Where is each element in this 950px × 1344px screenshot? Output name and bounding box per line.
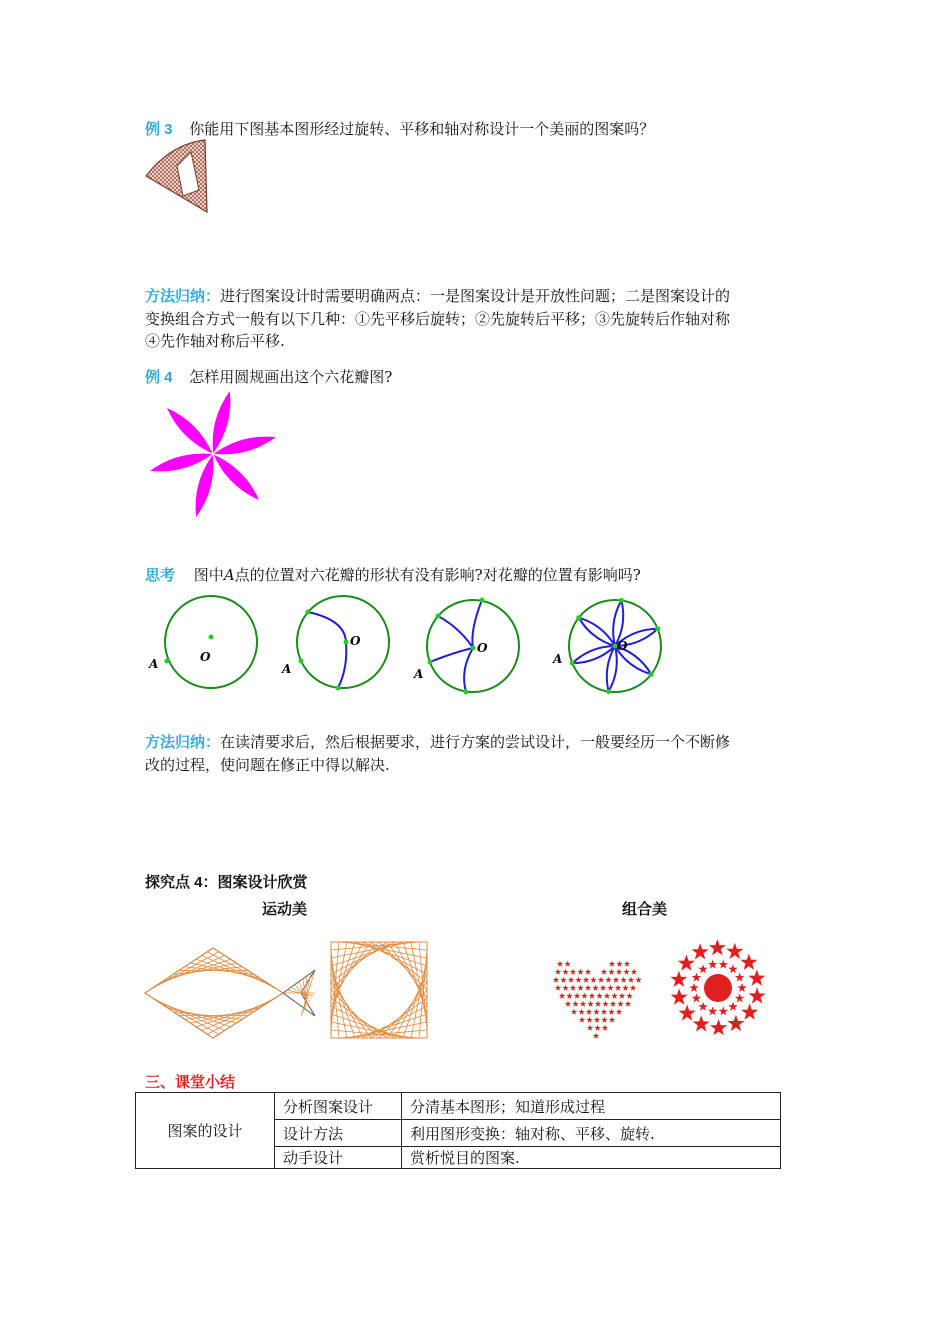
step-2-label-a: A <box>282 662 292 676</box>
small-star <box>585 985 591 991</box>
small-star <box>595 1001 601 1007</box>
small-star <box>626 993 632 999</box>
example-4 <box>145 366 392 389</box>
small-star <box>601 969 607 975</box>
think-question <box>145 564 641 587</box>
small-star <box>583 977 589 983</box>
construction-point <box>576 615 581 620</box>
small-star <box>579 1017 585 1023</box>
square-outline <box>331 942 427 1038</box>
method-1-line-3: ④先作轴对称后平移. <box>145 332 285 350</box>
summary-title: 三、课堂小结 <box>145 1074 236 1091</box>
table-row <box>136 1093 781 1120</box>
summary-main-cell: 图案的设计 <box>136 1093 275 1169</box>
summary-table <box>135 1092 781 1169</box>
small-star <box>594 1025 600 1031</box>
small-star <box>604 993 610 999</box>
inner-star <box>728 964 738 973</box>
small-star <box>623 969 629 975</box>
small-star <box>619 993 625 999</box>
inner-star <box>698 1002 708 1011</box>
small-star <box>564 961 570 967</box>
small-star <box>566 993 572 999</box>
small-star <box>609 961 615 967</box>
small-star <box>570 985 576 991</box>
inner-star <box>735 973 745 982</box>
small-star <box>601 1017 607 1023</box>
small-star <box>630 985 636 991</box>
small-star <box>559 993 565 999</box>
small-star <box>602 1001 608 1007</box>
fish-string-art <box>145 948 315 1038</box>
small-star <box>578 1009 584 1015</box>
small-star <box>616 969 622 975</box>
small-star <box>555 985 561 991</box>
inner-star <box>735 993 745 1002</box>
summary-row-1-left: 分析图案设计 <box>275 1093 402 1120</box>
small-star <box>586 1009 592 1015</box>
method-label-2: 方法归纳： <box>145 734 221 751</box>
inner-star <box>728 1002 738 1011</box>
small-star <box>557 961 563 967</box>
outer-star <box>670 971 687 987</box>
section-4-title: 探究点 4：图案设计欣赏 <box>145 874 308 891</box>
small-star <box>572 1001 578 1007</box>
small-star <box>624 961 630 967</box>
small-star <box>570 969 576 975</box>
six-petal-flower <box>143 388 283 523</box>
outer-star <box>693 1015 710 1031</box>
small-star <box>592 985 598 991</box>
construction-point <box>570 661 575 666</box>
example-4-text: 怎样用圆规画出这个六花瓣图? <box>189 368 393 386</box>
small-star <box>587 1025 593 1031</box>
thread <box>331 982 371 1038</box>
fish-body-outline <box>145 948 283 1038</box>
sector-base-figure <box>143 138 211 214</box>
small-star <box>617 1001 623 1007</box>
thread <box>371 998 427 1038</box>
inner-star <box>708 960 718 969</box>
small-star <box>587 1001 593 1007</box>
outer-star <box>709 940 726 955</box>
small-star <box>565 1001 571 1007</box>
small-star <box>622 985 628 991</box>
step-4-circle <box>552 598 661 694</box>
example-4-label: 例 4 <box>145 369 173 386</box>
summary-row-2-left: 设计方法 <box>275 1120 402 1147</box>
inner-star <box>719 1006 729 1015</box>
small-star <box>553 977 559 983</box>
step-3-label-a: A <box>414 667 424 681</box>
step-4-label-o: O <box>617 639 628 653</box>
small-star <box>608 1009 614 1015</box>
small-star <box>589 993 595 999</box>
small-star <box>607 985 613 991</box>
small-star <box>585 969 591 975</box>
inner-star <box>689 983 699 992</box>
small-star <box>598 977 604 983</box>
outer-star <box>692 943 709 959</box>
thread <box>387 942 427 998</box>
small-star <box>610 1001 616 1007</box>
outer-star <box>741 1004 758 1020</box>
step-3-label-o: O <box>477 641 488 655</box>
small-star <box>593 1033 599 1039</box>
small-star <box>575 977 581 983</box>
star-patterns <box>548 940 768 1040</box>
think-label: 思考 <box>145 567 176 584</box>
small-star <box>571 1009 577 1015</box>
outer-star <box>748 970 765 986</box>
inner-star <box>737 983 747 992</box>
inner-star <box>698 964 708 973</box>
step-1-label-o: O <box>200 650 211 664</box>
summary-row-1-right: 分清基本图形；知道形成过程 <box>402 1093 781 1120</box>
method-1-line-1: 进行图案设计时需要明确两点：一是图案设计是开放性问题；二是图案设计的 <box>220 287 731 305</box>
sun-center <box>704 974 732 1002</box>
outer-star <box>710 1019 727 1035</box>
example-3 <box>145 118 654 141</box>
petal <box>208 449 264 505</box>
think-point-a: A <box>223 566 235 584</box>
step-1-circle <box>148 596 257 688</box>
inner-star <box>692 973 702 982</box>
small-star <box>586 1017 592 1023</box>
method-label-1: 方法归纳： <box>145 288 221 305</box>
small-star <box>577 969 583 975</box>
small-star <box>625 1001 631 1007</box>
small-star <box>594 1017 600 1023</box>
motion-beauty-label: 运动美 <box>262 901 308 918</box>
small-star <box>581 993 587 999</box>
outer-star <box>678 955 695 971</box>
step-2-label-o: O <box>350 634 361 648</box>
square-string-art <box>331 942 427 1038</box>
method-summary-2 <box>145 731 825 776</box>
small-star <box>562 985 568 991</box>
construction-petal <box>571 642 617 668</box>
small-star <box>628 977 634 983</box>
summary-row-2-right: 利用图形变换：轴对称、平移、旋转. <box>402 1120 781 1147</box>
outer-star <box>679 1004 696 1020</box>
small-star <box>574 993 580 999</box>
heart-of-stars <box>553 961 642 1039</box>
small-star <box>635 977 641 983</box>
outer-star <box>727 1015 744 1031</box>
combination-beauty-label: 组合美 <box>622 901 668 918</box>
small-star <box>568 977 574 983</box>
method-2-line-1: 在读清要求后，然后根据要求，进行方案的尝试设计，一般要经历一个不断修 <box>220 733 731 751</box>
small-star <box>605 977 611 983</box>
small-star <box>562 969 568 975</box>
inner-star <box>719 960 729 969</box>
outer-star <box>671 989 688 1005</box>
string-art-fish-and-square <box>143 940 433 1050</box>
small-star <box>580 1001 586 1007</box>
think-text-post: 点的位置对六花瓣的形状有没有影响?对花瓣的位置有影响吗? <box>234 566 641 584</box>
construction-point <box>649 672 654 677</box>
small-star <box>602 1025 608 1031</box>
think-text-pre: 图中 <box>193 566 224 584</box>
small-star <box>611 993 617 999</box>
small-star <box>609 1017 615 1023</box>
outer-star <box>726 943 743 959</box>
construction-point <box>655 626 660 631</box>
small-star <box>620 977 626 983</box>
circle-construction-steps <box>140 590 680 700</box>
small-star <box>560 977 566 983</box>
method-summary-1 <box>145 285 825 352</box>
summary-row-3-right: 赏析悦目的图案. <box>402 1147 781 1169</box>
step-3-circle <box>413 598 519 695</box>
small-star <box>616 1009 622 1015</box>
inner-star <box>692 993 702 1002</box>
small-star <box>616 961 622 967</box>
small-star <box>631 969 637 975</box>
small-star <box>615 985 621 991</box>
outer-star <box>749 987 766 1003</box>
method-2-line-2: 改的过程，使问题在修正中得以解决. <box>145 756 390 774</box>
step-4-label-a: A <box>553 652 563 666</box>
summary-row-3-left: 动手设计 <box>275 1147 402 1169</box>
sun-of-stars <box>670 940 765 1035</box>
construction-point <box>619 598 624 603</box>
example-3-text: 你能用下图基本图形经过旋转、平移和轴对称设计一个美丽的图案吗？ <box>189 120 655 138</box>
step-1-label-a: A <box>149 657 159 671</box>
step-2-circle <box>281 596 389 691</box>
small-star <box>590 977 596 983</box>
inner-star <box>708 1006 718 1015</box>
small-star <box>601 1009 607 1015</box>
small-star <box>596 993 602 999</box>
small-star <box>555 969 561 975</box>
method-1-line-2: 变换组合方式一般有以下几种：①先平移后旋转；②先旋转后平移；③先旋转后作轴对称 <box>145 310 731 328</box>
thread <box>331 942 387 982</box>
small-star <box>608 969 614 975</box>
example-3-label: 例 3 <box>145 121 173 138</box>
small-star <box>600 985 606 991</box>
small-star <box>613 977 619 983</box>
small-star <box>577 985 583 991</box>
petal <box>162 403 218 459</box>
construction-petal <box>576 614 618 649</box>
small-star <box>593 1009 599 1015</box>
construction-point <box>606 689 611 694</box>
outer-star <box>740 954 757 970</box>
